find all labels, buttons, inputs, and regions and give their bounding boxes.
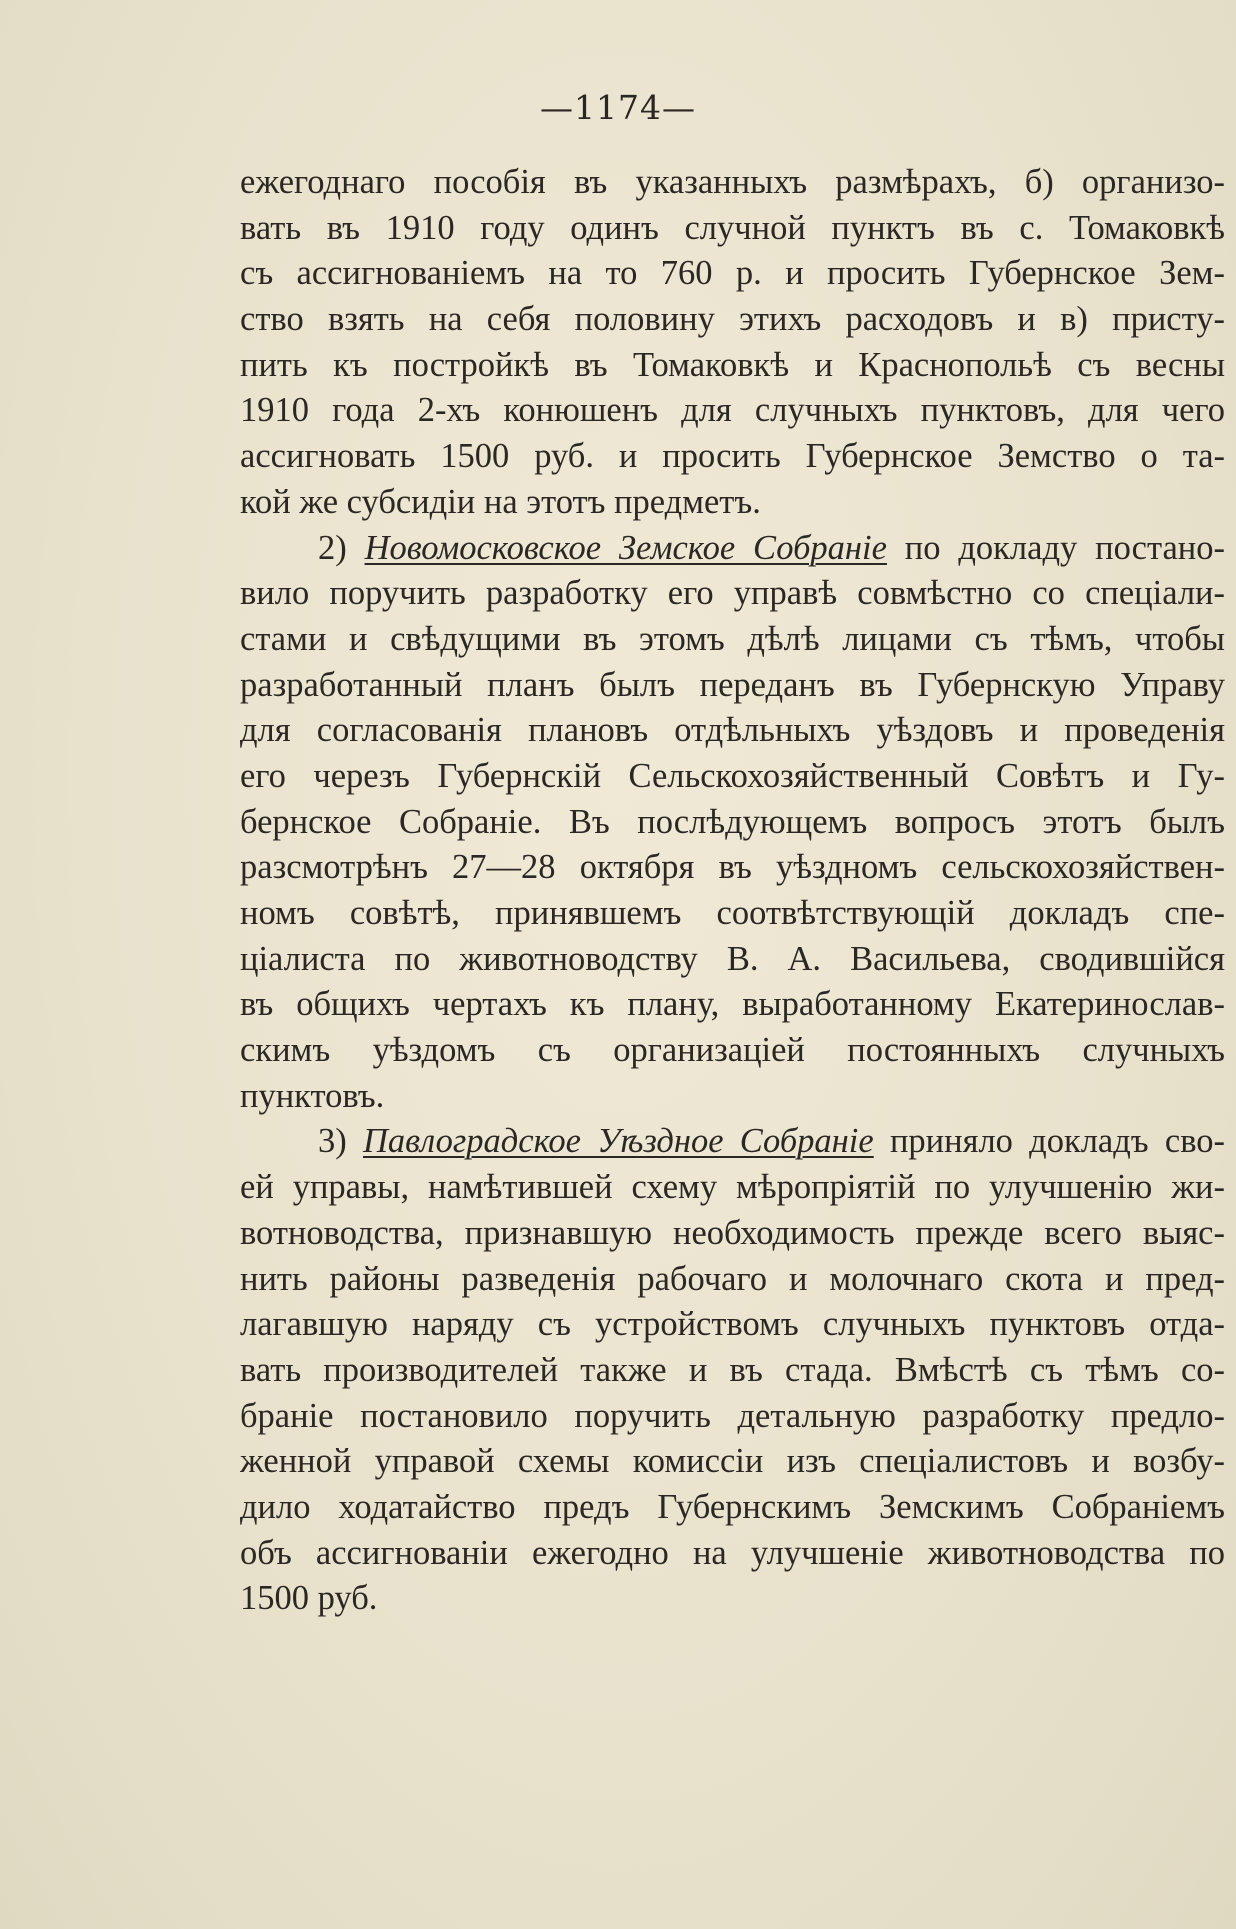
line-text: по докладу постано-	[886, 528, 1225, 567]
item-number: 2)	[318, 528, 365, 567]
text-line	[240, 526, 1225, 572]
text-line: 1500 руб.	[240, 1579, 378, 1618]
text-line: нить районы разведенія рабочаго и молочнаго скота и пред-	[240, 1259, 1225, 1298]
text-line: 1910 года 2-хъ конюшенъ для случныхъ пунктовъ, для чего	[240, 391, 1225, 430]
text-line: ассигновать 1500 руб. и просить Губернское Земство о та-	[240, 437, 1225, 476]
text-line: дило ходатайство предъ Губернскимъ Земскимъ Собраніемъ	[240, 1487, 1225, 1526]
text-line: кой же субсидіи на этотъ предметъ.	[240, 482, 761, 521]
text-line: въ общихъ чертахъ къ плану, выработанному Екатеринослав-	[240, 985, 1225, 1024]
text-line: скимъ уѣздомъ съ организаціей постоянныхъ случныхъ	[240, 1031, 1225, 1070]
item-number: 3)	[318, 1122, 363, 1161]
text-line: ство взять на себя половину этихъ расходовъ и в) присту-	[240, 300, 1225, 339]
text-line: браніе постановило поручить детальную разработку предло-	[240, 1396, 1225, 1435]
text-line: стами и свѣдущими въ этомъ дѣлѣ лицами съ тѣмъ, чтобы	[240, 619, 1225, 658]
assembly-name: Павлоградское Уѣздное Собраніе	[362, 1122, 874, 1161]
text-line: бернское Собраніе. Въ послѣдующемъ вопросъ этотъ былъ	[240, 802, 1225, 841]
text-line: женной управой схемы комиссіи изъ спеціалистовъ и возбу-	[240, 1442, 1225, 1481]
page-number: —1174—	[540, 88, 696, 127]
text-line: пить къ постройкѣ въ Томаковкѣ и Краснопольѣ съ весны	[240, 345, 1225, 384]
text-line: вотноводства, признавшую необходимость прежде всего выяс-	[240, 1213, 1225, 1252]
text-line: ціалиста по животноводству В. А. Васильева, сводившійся	[240, 939, 1225, 978]
text-line: вило поручить разработку его управѣ совмѣстно со спеціали-	[240, 574, 1225, 613]
assembly-name: Новомосковское Земское Собраніе	[364, 528, 887, 567]
text-line: его черезъ Губернскій Сельскохозяйственный Совѣтъ и Гу-	[240, 756, 1225, 795]
line-text: приняло докладъ сво-	[873, 1122, 1225, 1161]
text-line: объ ассигнованіи ежегодно на улучшеніе животноводства по	[240, 1533, 1225, 1572]
text-line: разсмотрѣнъ 27—28 октября въ уѣздномъ сельскохозяйствен-	[240, 848, 1225, 887]
text-line: разработанный планъ былъ переданъ въ Губернскую Управу	[240, 665, 1225, 704]
text-line: лагавшую наряду съ устройствомъ случныхъ пунктовъ отда-	[240, 1305, 1225, 1344]
text-line: вать въ 1910 году одинъ случной пунктъ въ с. Томаковкѣ	[240, 208, 1225, 247]
text-line: вать производителей также и въ стада. Вмѣстѣ съ тѣмъ со-	[240, 1350, 1225, 1389]
text-line: съ ассигнованіемъ на то 760 р. и просить Губернское Зем-	[240, 254, 1225, 293]
text-line: ежегоднаго пособія въ указанныхъ размѣрахъ, б) организо-	[240, 163, 1225, 201]
text-line	[240, 1119, 1225, 1165]
body-text	[240, 160, 1225, 1622]
text-line: номъ совѣтѣ, принявшемъ соотвѣтствующій докладъ спе-	[240, 894, 1225, 932]
text-line: для согласованія плановъ отдѣльныхъ уѣздовъ и проведенія	[240, 711, 1225, 750]
text-line: пунктовъ.	[240, 1076, 385, 1115]
text-line: ей управы, намѣтившей схему мѣропріятій по улучшенію жи-	[240, 1168, 1225, 1207]
